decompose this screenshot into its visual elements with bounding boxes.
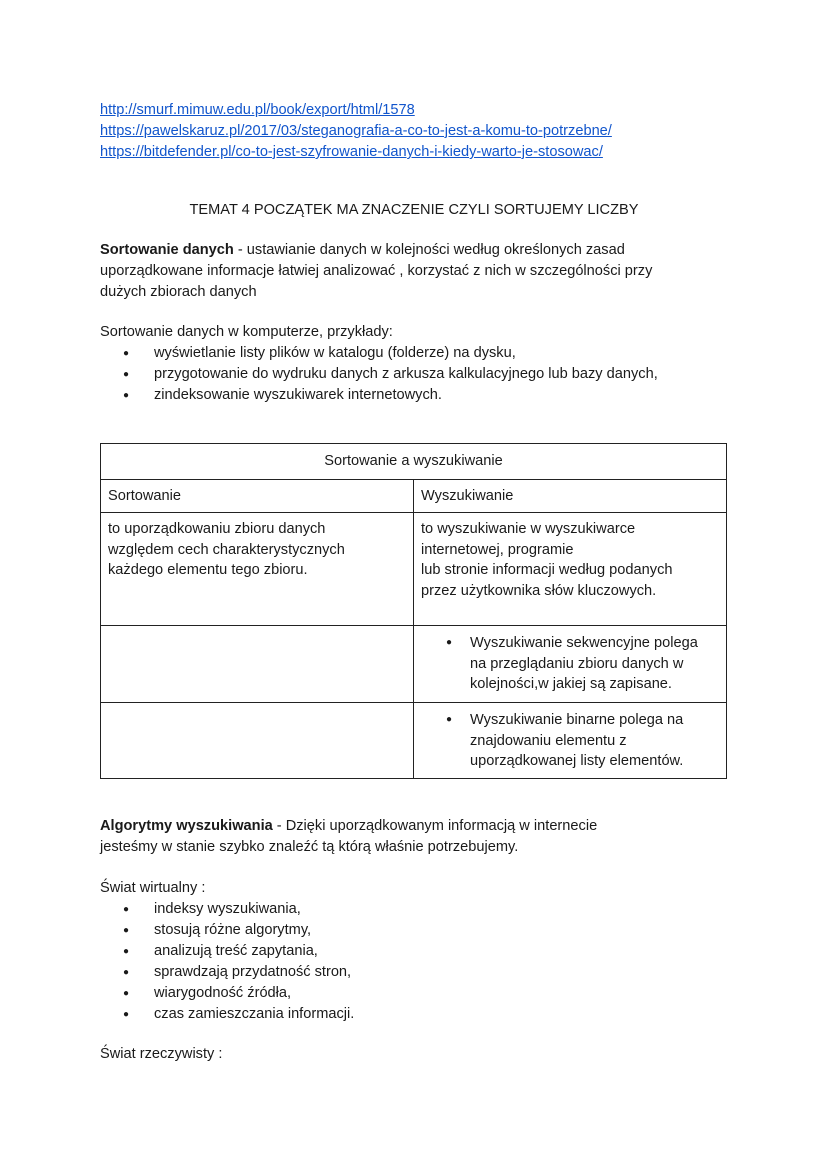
sorting-text: - ustawianie danych w kolejności według określonych zasad uporządkowane informacje łatwiej analizować , korzystać z nich w szczególności przy dużych zbiorach danych <box>100 242 653 300</box>
searching-definition-line2: lub stronie informacji według podanych przez użytkownika słów kluczowych. <box>421 562 673 599</box>
sorting-definition-text: to uporządkowaniu zbioru danych względem cech charakterystycznych każdego elementu tego zbioru. <box>108 521 345 578</box>
searching-definition-line1: to wyszukiwanie w wyszukiwarce internetowej, programie <box>421 521 636 558</box>
virtual-world-intro: Świat wirtualny : <box>100 880 206 896</box>
sequential-search-cell <box>414 626 727 703</box>
list-item: ● analizują treść zapytania, <box>100 941 354 962</box>
link-bitdefender[interactable]: https://bitdefender.pl/co-to-jest-szyfrowanie-danych-i-kiedy-warto-je-stosowac/ <box>100 144 603 160</box>
list-item: ● indeksy wyszukiwania, <box>100 899 354 920</box>
algorithms-term: Algorytmy wyszukiwania <box>100 818 273 834</box>
binary-search-cell <box>414 703 727 779</box>
list-item: ● przygotowanie do wydruku danych z arkusza kalkulacyjnego lub bazy danych, <box>100 364 658 385</box>
virtual-world-list <box>100 899 354 1025</box>
list-item: ● wyświetlanie listy plików w katalogu (folderze) na dysku, <box>100 343 658 364</box>
empty-cell <box>101 626 414 703</box>
column-header-searching: Wyszukiwanie <box>414 479 727 513</box>
list-item: ● wiarygodność źródła, <box>100 983 354 1004</box>
algorithms-paragraph <box>100 816 630 858</box>
list-item: ● stosują różne algorytmy, <box>100 920 354 941</box>
comparison-table <box>100 443 727 779</box>
table-title: Sortowanie a wyszukiwanie <box>101 444 727 480</box>
list-item: ● zindeksowanie wyszukiwarek internetowych. <box>100 385 658 406</box>
list-item: ● sprawdzają przydatność stron, <box>100 962 354 983</box>
column-header-sorting: Sortowanie <box>101 479 414 513</box>
list-item: ● czas zamieszczania informacji. <box>100 1004 354 1025</box>
examples-list <box>100 343 658 406</box>
real-world-intro: Świat rzeczywisty : <box>100 1046 223 1062</box>
examples-intro: Sortowanie danych w komputerze, przykłady: <box>100 324 393 340</box>
sorting-definition-cell <box>101 513 414 626</box>
algorithms-text: - Dzięki uporządkowanym informacją w internecie jesteśmy w stanie szybko znaleźć tą którą właśnie potrzebujemy. <box>100 818 598 855</box>
link-pawelskaruz[interactable]: https://pawelskaruz.pl/2017/03/steganografia-a-co-to-jest-a-komu-to-potrzebne/ <box>100 123 612 139</box>
searching-definition-cell <box>414 513 727 626</box>
binary-search-text: ● Wyszukiwanie binarne polega na znajdowaniu elementu z uporządkowanej listy elementów. <box>421 710 700 772</box>
sorting-definition <box>100 240 700 303</box>
topic-heading: TEMAT 4 POCZĄTEK MA ZNACZENIE CZYLI SORTUJEMY LICZBY <box>189 202 639 218</box>
sorting-term: Sortowanie danych <box>100 242 234 258</box>
link-smurf[interactable]: http://smurf.mimuw.edu.pl/book/export/html/1578 <box>100 102 415 118</box>
sequential-search-text: ● Wyszukiwanie sekwencyjne polega na przeglądaniu zbioru danych w kolejności,w jakiej są zapisane. <box>421 633 700 695</box>
reference-links <box>100 100 612 163</box>
empty-cell <box>101 703 414 779</box>
